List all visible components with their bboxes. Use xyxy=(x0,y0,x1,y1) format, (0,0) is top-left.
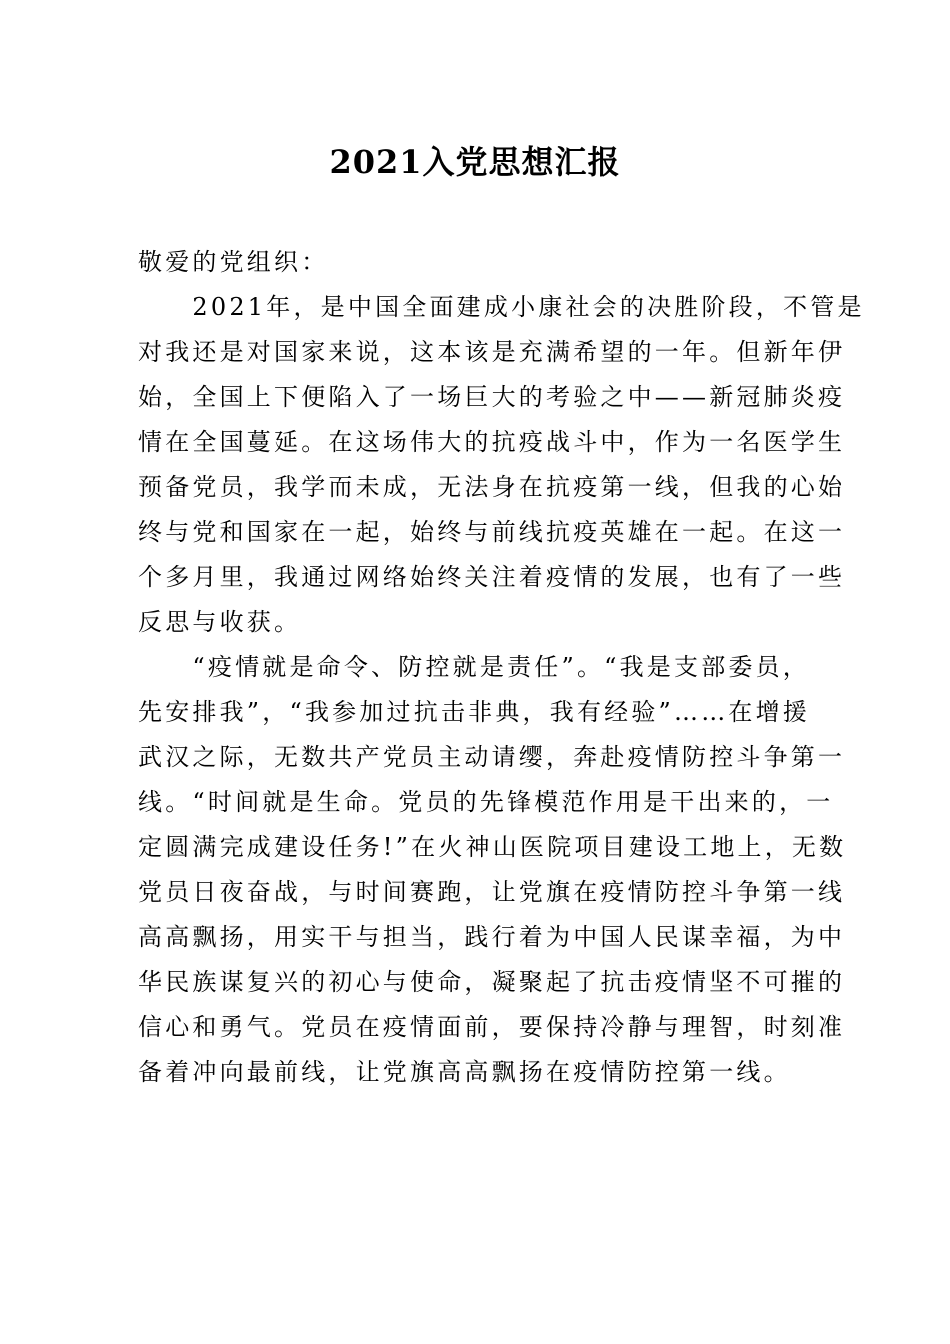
paragraph-line: “疫情就是命令、防控就是责任”。“我是支部委员， xyxy=(138,653,811,681)
paragraph-2 xyxy=(138,645,847,1095)
document-body xyxy=(138,240,865,1095)
paragraph-line: 先安排我”，“我参加过抗击非典，我有经验”……在增援 xyxy=(138,698,811,726)
paragraph-line: 线。“时间就是生命。党员的先锋模范作用是干出来的，一 xyxy=(138,788,834,816)
paragraph-line: 预备党员，我学而未成，无法身在抗疫第一线，但我的心始 xyxy=(138,473,846,501)
paragraph-line: 备着冲向最前线，让党旗高高飘扬在疫情防控第一线。 xyxy=(138,1058,791,1086)
document-title: 2021入党思想汇报 xyxy=(329,143,621,181)
paragraph-line: 定圆满完成建设任务!”在火神山医院项目建设工地上，无数 xyxy=(138,833,847,861)
paragraph-line: 始，全国上下便陷入了一场巨大的考验之中——新冠肺炎疫 xyxy=(138,383,846,411)
salutation: 敬爱的党组织： xyxy=(138,248,329,276)
paragraph-line: 信心和勇气。党员在疫情面前，要保持冷静与理智，时刻准 xyxy=(138,1013,846,1041)
paragraph-line: 党员日夜奋战，与时间赛跑，让党旗在疫情防控斗争第一线 xyxy=(138,878,846,906)
paragraph-line: 对我还是对国家来说，这本该是充满希望的一年。但新年伊 xyxy=(138,338,846,366)
paragraph-line: 终与党和国家在一起，始终与前线抗疫英雄在一起。在这一 xyxy=(138,518,846,546)
paragraph-line: 华民族谋复兴的初心与使命，凝聚起了抗击疫情坚不可摧的 xyxy=(138,968,846,996)
paragraph-1 xyxy=(138,285,865,645)
paragraph-line: 个多月里，我通过网络始终关注着疫情的发展，也有了一些 xyxy=(138,563,846,591)
paragraph-line: 反思与收获。 xyxy=(138,608,302,636)
paragraph-line: 高高飘扬，用实干与担当，践行着为中国人民谋幸福，为中 xyxy=(138,923,846,951)
paragraph-line: 武汉之际，无数共产党员主动请缨，奔赴疫情防控斗争第一 xyxy=(138,743,846,771)
paragraph-line: 情在全国蔓延。在这场伟大的抗疫战斗中，作为一名医学生 xyxy=(138,428,846,456)
paragraph-line: 2021年，是中国全面建成小康社会的决胜阶段，不管是 xyxy=(138,293,865,321)
